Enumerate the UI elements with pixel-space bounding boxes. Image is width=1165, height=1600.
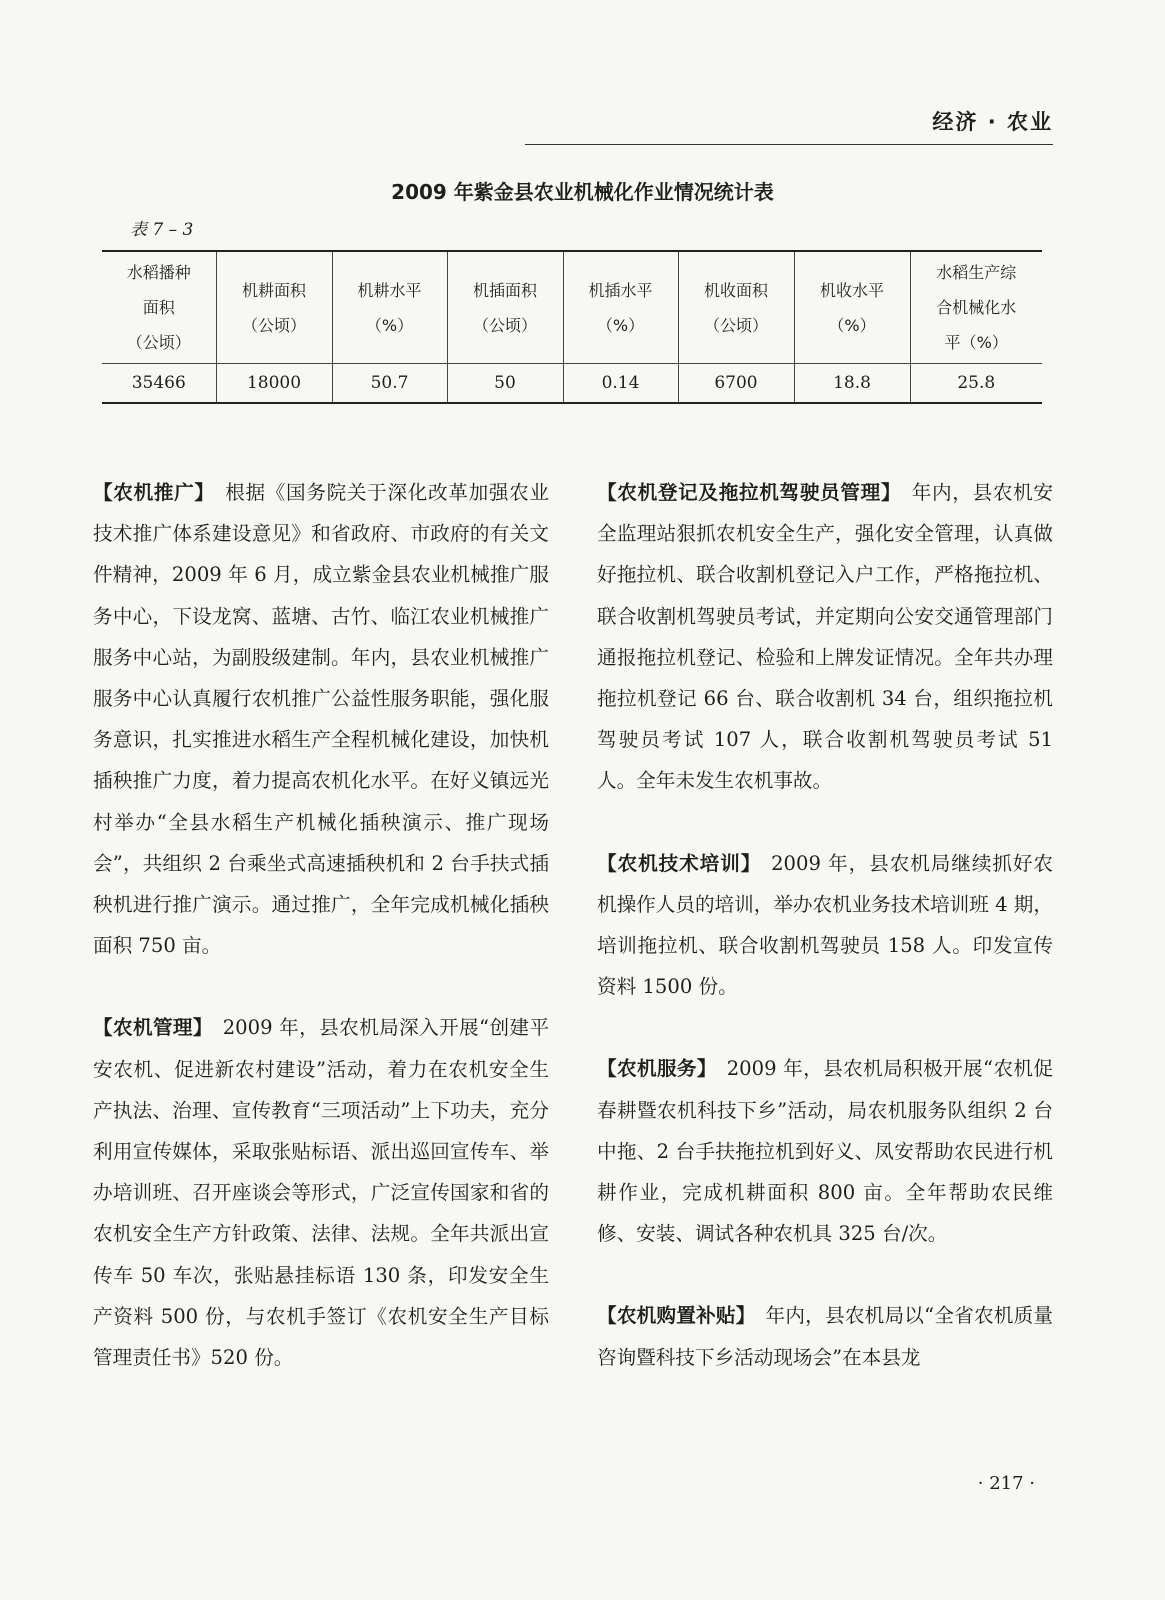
section-agri-machinery-promotion <box>93 472 549 966</box>
header-rule <box>525 144 1053 145</box>
header-cell: 机插面积 （公顷） <box>447 251 563 364</box>
header-cell: 机耕面积 （公顷） <box>216 251 332 364</box>
header-cell: 机耕水平 （%） <box>332 251 447 364</box>
section-agri-machinery-service <box>597 1048 1053 1254</box>
section-purchase-subsidy <box>597 1295 1053 1377</box>
table-row <box>102 364 1042 404</box>
table-title: 2009 年紫金县农业机械化作业情况统计表 <box>391 180 774 204</box>
section-text: 2009 年，县农机局积极开展“农机促春耕暨农机科技下乡”活动，局农机服务队组织 2 台中拖、2 台手扶拖拉机到好义、凤安帮助农民进行机耕作业，完成机耕面积 800 亩。全年帮助农民维修、安装、调试各种农机具 325 台/次。 <box>597 1057 1053 1246</box>
section-heading: 【农机管理】 <box>93 1016 213 1040</box>
section-heading: 【农机技术培训】 <box>597 851 762 875</box>
header-cell: 机收面积 （公顷） <box>678 251 794 364</box>
section-text: 2009 年，县农机局继续抓好农机操作人员的培训，举办农机业务技术培训班 4 期，培训拖拉机、联合收割机驾驶员 158 人。印发宣传资料 1500 份。 <box>597 851 1054 999</box>
table-label: 表 7 – 3 <box>130 220 194 240</box>
header-cell: 水稻播种 面积 （公顷） <box>102 251 216 364</box>
page-number: · 217 · <box>977 1473 1035 1494</box>
table-cell: 35466 <box>131 373 186 393</box>
table-cell: 18000 <box>216 364 332 404</box>
header-cell: 水稻生产综 合机械化水 平（%） <box>910 251 1042 364</box>
section-text: 根据《国务院关于深化改革加强农业技术推广体系建设意见》和省政府、市政府的有关文件精神，2009 年 6 月，成立紫金县农业机械推广服务中心，下设龙窝、蓝塘、古竹、临江农业机械推广服务中心站，为副股级建制。年内，县农业机械推广服务中心认真履行农机推广公益性服务职能，强化服务意识，扎实推进水稻生产全程机械化建设，加快机插秧推广力度，着力提高农机化水平。在好义镇远光村举办“全县水稻生产机械化插秧演示、推广现场会”，共组织 2 台乘坐式高速插秧机和 2 台手扶式插秧机进行推广演示。通过推广，全年完成机械化插秧面积 750 亩。 <box>93 481 550 958</box>
right-column <box>597 472 1053 1419</box>
section-text: 年内，县农机安全监理站狠抓农机安全生产，强化安全管理，认真做好拖拉机、联合收割机登记入户工作，严格拖拉机、联合收割机驾驶员考试，并定期向公安交通管理部门通报拖拉机登记、检验和上牌发证情况。全年共办理拖拉机登记 66 台、联合收割机 34 台，组织拖拉机驾驶员考试 107 人，联合收割机驾驶员考试 51 人。全年未发生农机事故。 <box>597 481 1054 793</box>
table-cell: 25.8 <box>910 364 1042 404</box>
header-cell: 机插水平 （%） <box>563 251 678 364</box>
table-header-row <box>102 251 1042 364</box>
left-column <box>93 472 549 1419</box>
table-cell: 50 <box>447 364 563 404</box>
mechanization-stats-table <box>102 250 1042 404</box>
section-registration-driver-management <box>597 472 1053 802</box>
table-cell: 50.7 <box>332 364 447 404</box>
section-heading: 【农机购置补贴】 <box>597 1304 756 1328</box>
table-cell: 18.8 <box>794 364 910 404</box>
section-text: 2009 年，县农机局深入开展“创建平安农机、促进新农村建设”活动，着力在农机安全生产执法、治理、宣传教育“三项活动”上下功夫，充分利用宣传媒体，采取张贴标语、派出巡回宣传车、举办培训班、召开座谈会等形式，广泛宣传国家和省的农机安全生产方针政策、法律、法规。全年共派出宣传车 50 车次，张贴悬挂标语 130 条，印发安全生产资料 500 份，与农机手签订《农机安全生产目标管理责任书》520 份。 <box>93 1016 549 1370</box>
running-header: 经济 · 农业 <box>932 110 1053 134</box>
table-cell: 6700 <box>678 364 794 404</box>
section-heading: 【农机推广】 <box>93 481 215 504</box>
section-heading: 【农机登记及拖拉机驾驶员管理】 <box>597 481 902 504</box>
section-technical-training <box>597 843 1053 1008</box>
section-agri-machinery-management <box>93 1007 549 1378</box>
table-cell: 0.14 <box>563 364 678 404</box>
header-cell: 机收水平 （%） <box>794 251 910 364</box>
section-text: 年内，县农机局以“全省农机质量咨询暨科技下乡活动现场会”在本县龙 <box>597 1304 1053 1369</box>
section-heading: 【农机服务】 <box>597 1057 717 1081</box>
